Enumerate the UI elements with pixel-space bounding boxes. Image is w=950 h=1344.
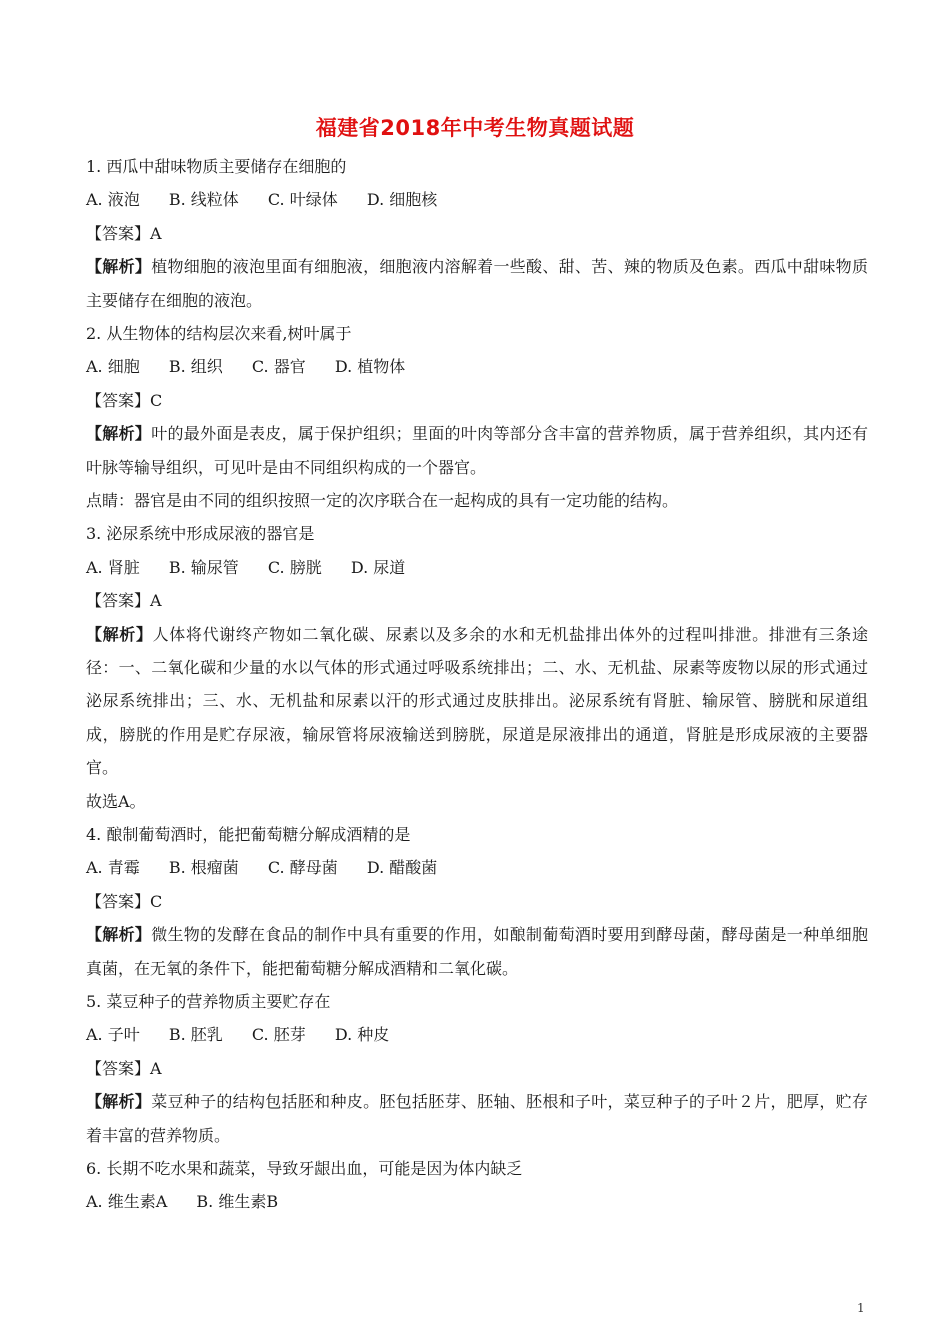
question-stem: 3. 泌尿系统中形成尿液的器官是 [86,524,315,544]
analysis-label: 【解析】 [86,1092,152,1112]
option: B. 根瘤菌 [168,858,239,878]
answer-value: A [150,223,162,243]
question-options [86,183,868,216]
analysis-paragraph [86,250,868,317]
analysis-paragraph [86,918,868,985]
option: D. 细胞核 [366,190,438,210]
option: C. 酵母菌 [267,858,338,878]
analysis-text: 微生物的发酵在食品的制作中具有重要的作用，如酿制葡萄酒时要用到酵母菌，酵母菌是一种单细胞真菌，在无氧的条件下，能把葡萄糖分解成酒精和二氧化碳。 [86,925,868,978]
answer-value: C [150,390,163,410]
question-stem: 2. 从生物体的结构层次来看,树叶属于 [86,323,352,343]
option: D. 种皮 [334,1025,390,1045]
question-options [86,551,868,584]
analysis-text: 植物细胞的液泡里面有细胞液，细胞液内溶解着一些酸、甜、苦、辣的物质及色素。西瓜中甜味物质主要储存在细胞的液泡。 [86,257,868,310]
answer-line [86,384,868,417]
option: D. 尿道 [350,557,406,577]
question-stem: 5. 菜豆种子的营养物质主要贮存在 [86,991,331,1011]
page-number: 1 [857,1301,865,1315]
analysis-text: 人体将代谢终产物如二氧化碳、尿素以及多余的水和无机盐排出体外的过程叫排泄。排泄有三条途径：一、二氧化碳和少量的水以气体的形式通过呼吸系统排出；二、水、无机盐、尿素等废物以尿的形式通过泌尿系统排出；三、水、无机盐和尿素以汗的形式通过皮肤排出。泌尿系统有肾脏、输尿管、膀胱和尿道组成，膀胱的作用是贮存尿液，输尿管将尿液输送到膀胱，尿道是尿液排出的通道，肾脏是形成尿液的主要器官。 [86,624,868,778]
option: D. 植物体 [334,357,406,377]
option: C. 膀胱 [267,557,322,577]
question-item [86,1152,868,1219]
answer-value: C [150,891,163,911]
page-title: 福建省2018年中考生物真题试题 [315,116,635,140]
option: A. 维生素A [86,1192,168,1212]
option: A. 液泡 [86,190,140,210]
option: B. 维生素B [196,1192,279,1212]
option: A. 肾脏 [86,557,140,577]
question-stem: 4. 酿制葡萄酒时，能把葡萄糖分解成酒精的是 [86,824,411,844]
question-item [86,985,868,1152]
analysis-note: 点睛：器官是由不同的组织按照一定的次序联合在一起构成的具有一定功能的结构。 [86,490,679,510]
option: B. 输尿管 [168,557,239,577]
question-stem: 6. 长期不吃水果和蔬菜，导致牙龈出血，可能是因为体内缺乏 [86,1158,523,1178]
answer-label: 【答案】 [86,591,151,611]
answer-label: 【答案】 [86,1058,151,1078]
question-item [86,150,868,317]
analysis-label: 【解析】 [86,257,152,277]
analysis-label: 【解析】 [86,624,153,644]
question-list [86,150,868,1219]
question-item [86,517,868,818]
option: A. 细胞 [86,357,140,377]
analysis-paragraph [86,417,868,484]
option: A. 青霉 [86,858,140,878]
answer-line [86,217,868,250]
answer-label: 【答案】 [86,223,151,243]
option: D. 醋酸菌 [366,858,438,878]
analysis-text: 菜豆种子的结构包括胚和种皮。胚包括胚芽、胚轴、胚根和子叶，菜豆种子的子叶２片，肥厚，贮存着丰富的营养物质。 [86,1092,868,1145]
answer-value: A [150,1058,162,1078]
answer-line [86,584,868,617]
question-options [86,1185,868,1218]
answer-value: A [150,591,162,611]
option: C. 叶绿体 [267,190,338,210]
option: C. 器官 [251,357,306,377]
analysis-paragraph [86,1085,868,1152]
option: B. 线粒体 [168,190,239,210]
question-item [86,317,868,517]
analysis-label: 【解析】 [86,925,152,945]
question-stem: 1. 西瓜中甜味物质主要储存在细胞的 [86,157,347,176]
question-options [86,350,868,383]
answer-label: 【答案】 [86,891,151,911]
option: C. 胚芽 [251,1025,306,1045]
analysis-paragraph [86,618,868,785]
answer-line [86,1052,868,1085]
option: B. 组织 [168,357,223,377]
option: B. 胚乳 [168,1025,223,1045]
analysis-note: 故选A。 [86,791,146,811]
question-options [86,1018,868,1051]
analysis-text: 叶的最外面是表皮，属于保护组织；里面的叶肉等部分含丰富的营养物质，属于营养组织，其内还有叶脉等输导组织，可见叶是由不同组织构成的一个器官。 [86,424,868,477]
answer-label: 【答案】 [86,390,151,410]
question-options [86,851,868,884]
answer-line [86,885,868,918]
option: A. 子叶 [86,1025,140,1045]
question-item [86,818,868,985]
analysis-label: 【解析】 [86,424,152,444]
